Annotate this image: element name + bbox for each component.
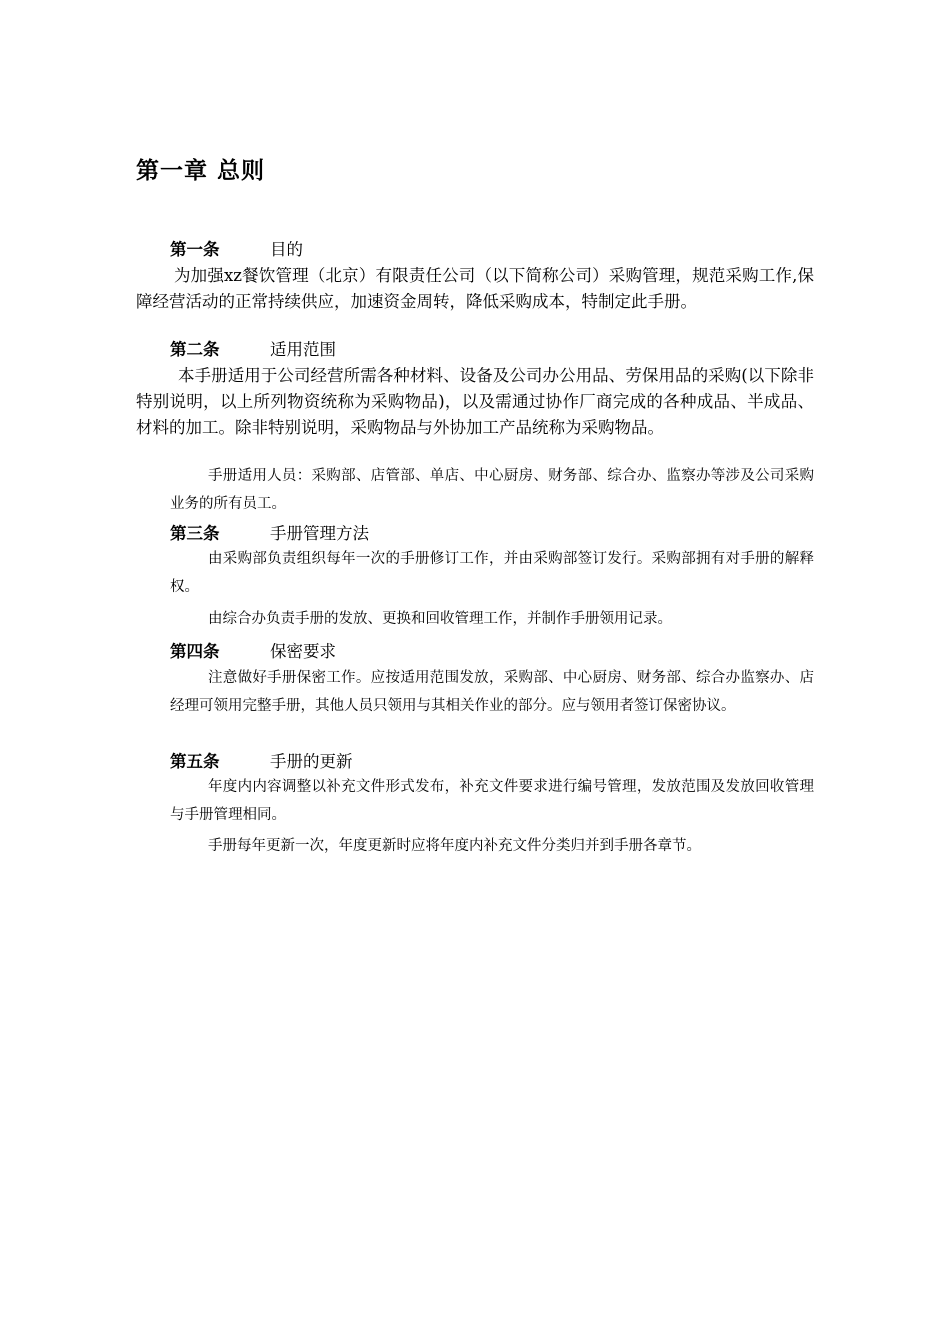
article-heading: 手册的更新 [270,752,353,771]
article-2-paragraph-1: 本手册适用于公司经营所需各种材料、设备及公司办公用品、劳保用品的采购(以下除非特别说明，以上所列物资统称为采购物品)，以及需通过协作厂商完成的各种成品、半成品、材料的加工。除非特别说明，采购物品与外协加工产品统称为采购物品。 [136,366,814,437]
article-heading: 目的 [270,240,303,259]
article-heading: 保密要求 [270,642,336,661]
article-1-header [170,238,303,262]
article-heading: 手册管理方法 [270,524,369,543]
article-number: 第四条 [170,642,220,661]
article-2-header [170,338,336,362]
article-5-paragraph-1: 年度内内容调整以补充文件形式发布，补充文件要求进行编号管理，发放范围及发放回收管理与手册管理相同。 [170,779,814,823]
article-heading: 适用范围 [270,340,336,359]
article-1-paragraph-1: 为加强xz餐饮管理（北京）有限责任公司（以下简称公司）采购管理，规范采购工作,保障经营活动的正常持续供应，加速资金周转，降低采购成本，特制定此手册。 [136,266,814,311]
article-number: 第二条 [170,340,220,359]
article-4-paragraph-1: 注意做好手册保密工作。应按适用范围发放，采购部、中心厨房、财务部、综合办监察办、店经理可领用完整手册，其他人员只领用与其相关作业的部分。应与领用者签订保密协议。 [170,670,814,714]
article-number: 第一条 [170,240,220,259]
article-4-header [170,640,336,664]
chapter-title: 第一章 总则 [136,158,266,184]
article-number: 第五条 [170,752,220,771]
article-3-paragraph-2: 由综合办负责手册的发放、更换和回收管理工作，并制作手册领用记录。 [208,611,672,627]
article-number: 第三条 [170,524,220,543]
article-5-header [170,750,353,774]
article-3-paragraph-1: 由采购部负责组织每年一次的手册修订工作，并由采购部签订发行。采购部拥有对手册的解释权。 [170,551,814,595]
article-2-paragraph-2: 手册适用人员：采购部、店管部、单店、中心厨房、财务部、综合办、监察办等涉及公司采购业务的所有员工。 [170,468,814,512]
article-3-header [170,522,369,546]
article-5-paragraph-2: 手册每年更新一次，年度更新时应将年度内补充文件分类归并到手册各章节。 [208,838,701,854]
